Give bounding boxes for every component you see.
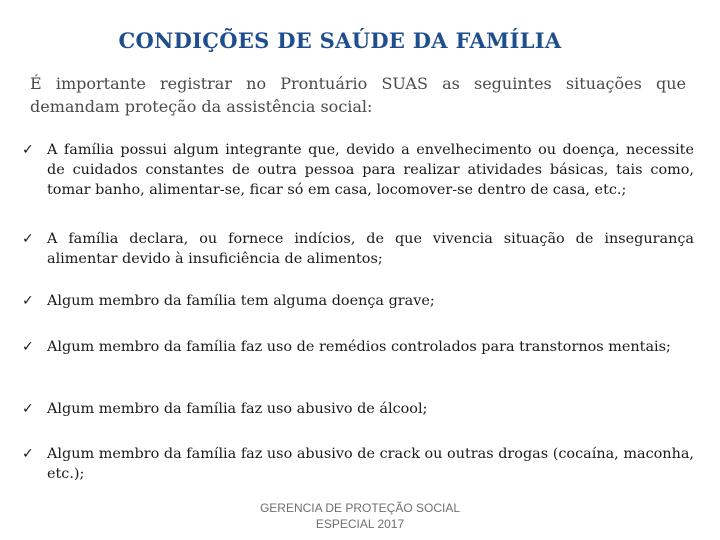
checkmark-icon: ✓ [22, 446, 34, 462]
checkmark-icon: ✓ [22, 401, 34, 417]
list-item-text: Algum membro da família faz uso de remédios controlados para transtornos mentais; [47, 339, 671, 355]
list-item-text: A família declara, ou fornece indícios, de que vivencia situação de insegurança alimentar devido à insuficiência de alimentos; [47, 231, 694, 267]
list-item-text: Algum membro da família faz uso abusivo de crack ou outras drogas (cocaína, maconha, etc.); [47, 446, 694, 482]
checkmark-icon: ✓ [22, 339, 34, 355]
list-item-text: A família possui algum integrante que, devido a envelhecimento ou doença, necessite de cuidados constantes de outra pessoa para realizar atividades básicas, tais como, tomar banho, alimentar-se, ficar só em casa, locomover-se dentro de casa, etc.; [47, 142, 694, 198]
footer-line-2: ESPECIAL 2017 [315, 517, 405, 531]
intro-paragraph: É importante registrar no Prontuário SUAS as seguintes situações que demandam proteção da assistência social: [30, 74, 686, 116]
checkmark-icon: ✓ [22, 142, 34, 158]
list-item [22, 140, 694, 200]
page-title: CONDIÇÕES DE SAÚDE DA FAMÍLIA [118, 28, 562, 53]
list-item [22, 337, 694, 357]
checkmark-icon: ✓ [22, 231, 34, 247]
list-item [22, 444, 694, 484]
list-item-text: Algum membro da família tem alguma doença grave; [47, 293, 435, 309]
list-item [22, 399, 694, 419]
checkmark-icon: ✓ [22, 293, 34, 309]
footer [200, 500, 520, 532]
list-item [22, 291, 694, 311]
list-item [22, 229, 694, 269]
list-item-text: Algum membro da família faz uso abusivo de álcool; [47, 401, 428, 417]
footer-line-1: GERENCIA DE PROTEÇÃO SOCIAL [259, 501, 461, 515]
